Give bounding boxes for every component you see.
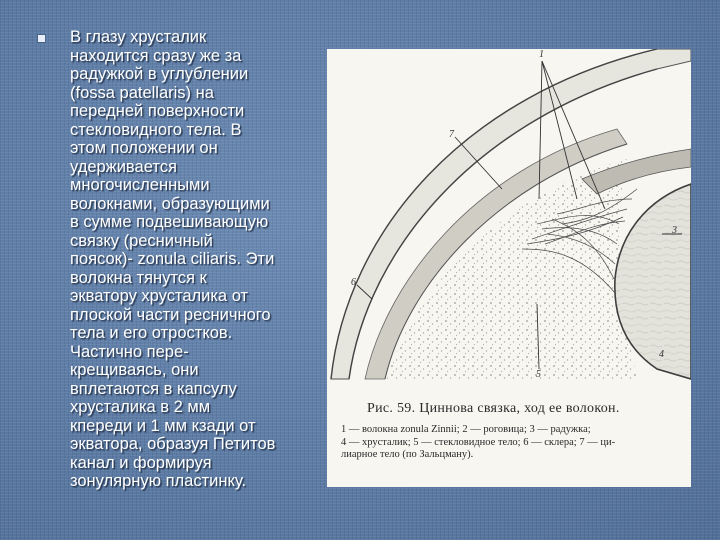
zonule-figure xyxy=(327,49,691,487)
text-line: стекловидного тела. В xyxy=(70,120,242,139)
label-4: 4 xyxy=(659,349,664,360)
text-line: плоской части ресничного xyxy=(70,305,271,324)
legend-line: 1 — волокна zonula Zinnii; 2 — роговица; 3 — радужка; xyxy=(341,424,591,435)
legend-line: лиарное тело (по Зальцману). xyxy=(341,449,474,460)
text-line: поясок)- zonula ciliaris. Эти xyxy=(70,250,275,268)
label-7: 7 xyxy=(449,129,454,140)
label-3: 3 xyxy=(672,225,677,236)
text-line: находится сразу же за xyxy=(70,46,242,65)
text-line: экватору хрусталика от xyxy=(70,287,249,305)
text-line: В глазу хрусталик xyxy=(70,28,207,46)
text-line: удерживается xyxy=(70,157,177,176)
text-line: волокнами, образующими xyxy=(70,194,270,213)
text-line: канал и формируя xyxy=(70,453,212,472)
label-5: 5 xyxy=(536,369,541,380)
label-1: 1 xyxy=(539,49,544,60)
text-line: тела и его отростков. xyxy=(70,324,233,342)
figure-title: Рис. 59. Циннова связка, ход ее волокон. xyxy=(367,401,620,416)
text-line: в сумме подвешивающую xyxy=(70,213,269,231)
text-line: волокна тянутся к xyxy=(70,268,207,287)
text-line: передней поверхности xyxy=(70,102,245,120)
text-line: кпереди и 1 мм кзади от xyxy=(70,416,256,435)
text-line: Частично пере- xyxy=(70,342,189,361)
eye-zonule-illustration xyxy=(327,49,691,389)
text-line: радужкой в углублении xyxy=(70,65,249,83)
bullet-marker xyxy=(38,35,45,42)
figure-legend xyxy=(341,424,686,462)
text-line: этом положении он xyxy=(70,139,218,157)
slide-body-text xyxy=(70,28,332,491)
text-line: связку (ресничный xyxy=(70,231,213,250)
text-line: вплетаются в капсулу xyxy=(70,379,237,398)
label-6: 6 xyxy=(351,277,356,288)
text-line: многочисленными xyxy=(70,176,210,194)
text-line: экватора, образуя Петитов xyxy=(70,435,276,453)
text-line: (fossa patellaris) на xyxy=(70,83,214,102)
text-line: зонулярную пластинку. xyxy=(70,472,247,490)
text-line: хрусталика в 2 мм xyxy=(70,398,211,416)
legend-line: 4 — хрусталик; 5 — стекловидное тело; 6 — склера; 7 — ци- xyxy=(341,436,616,448)
text-line: крещиваясь, они xyxy=(70,361,199,379)
